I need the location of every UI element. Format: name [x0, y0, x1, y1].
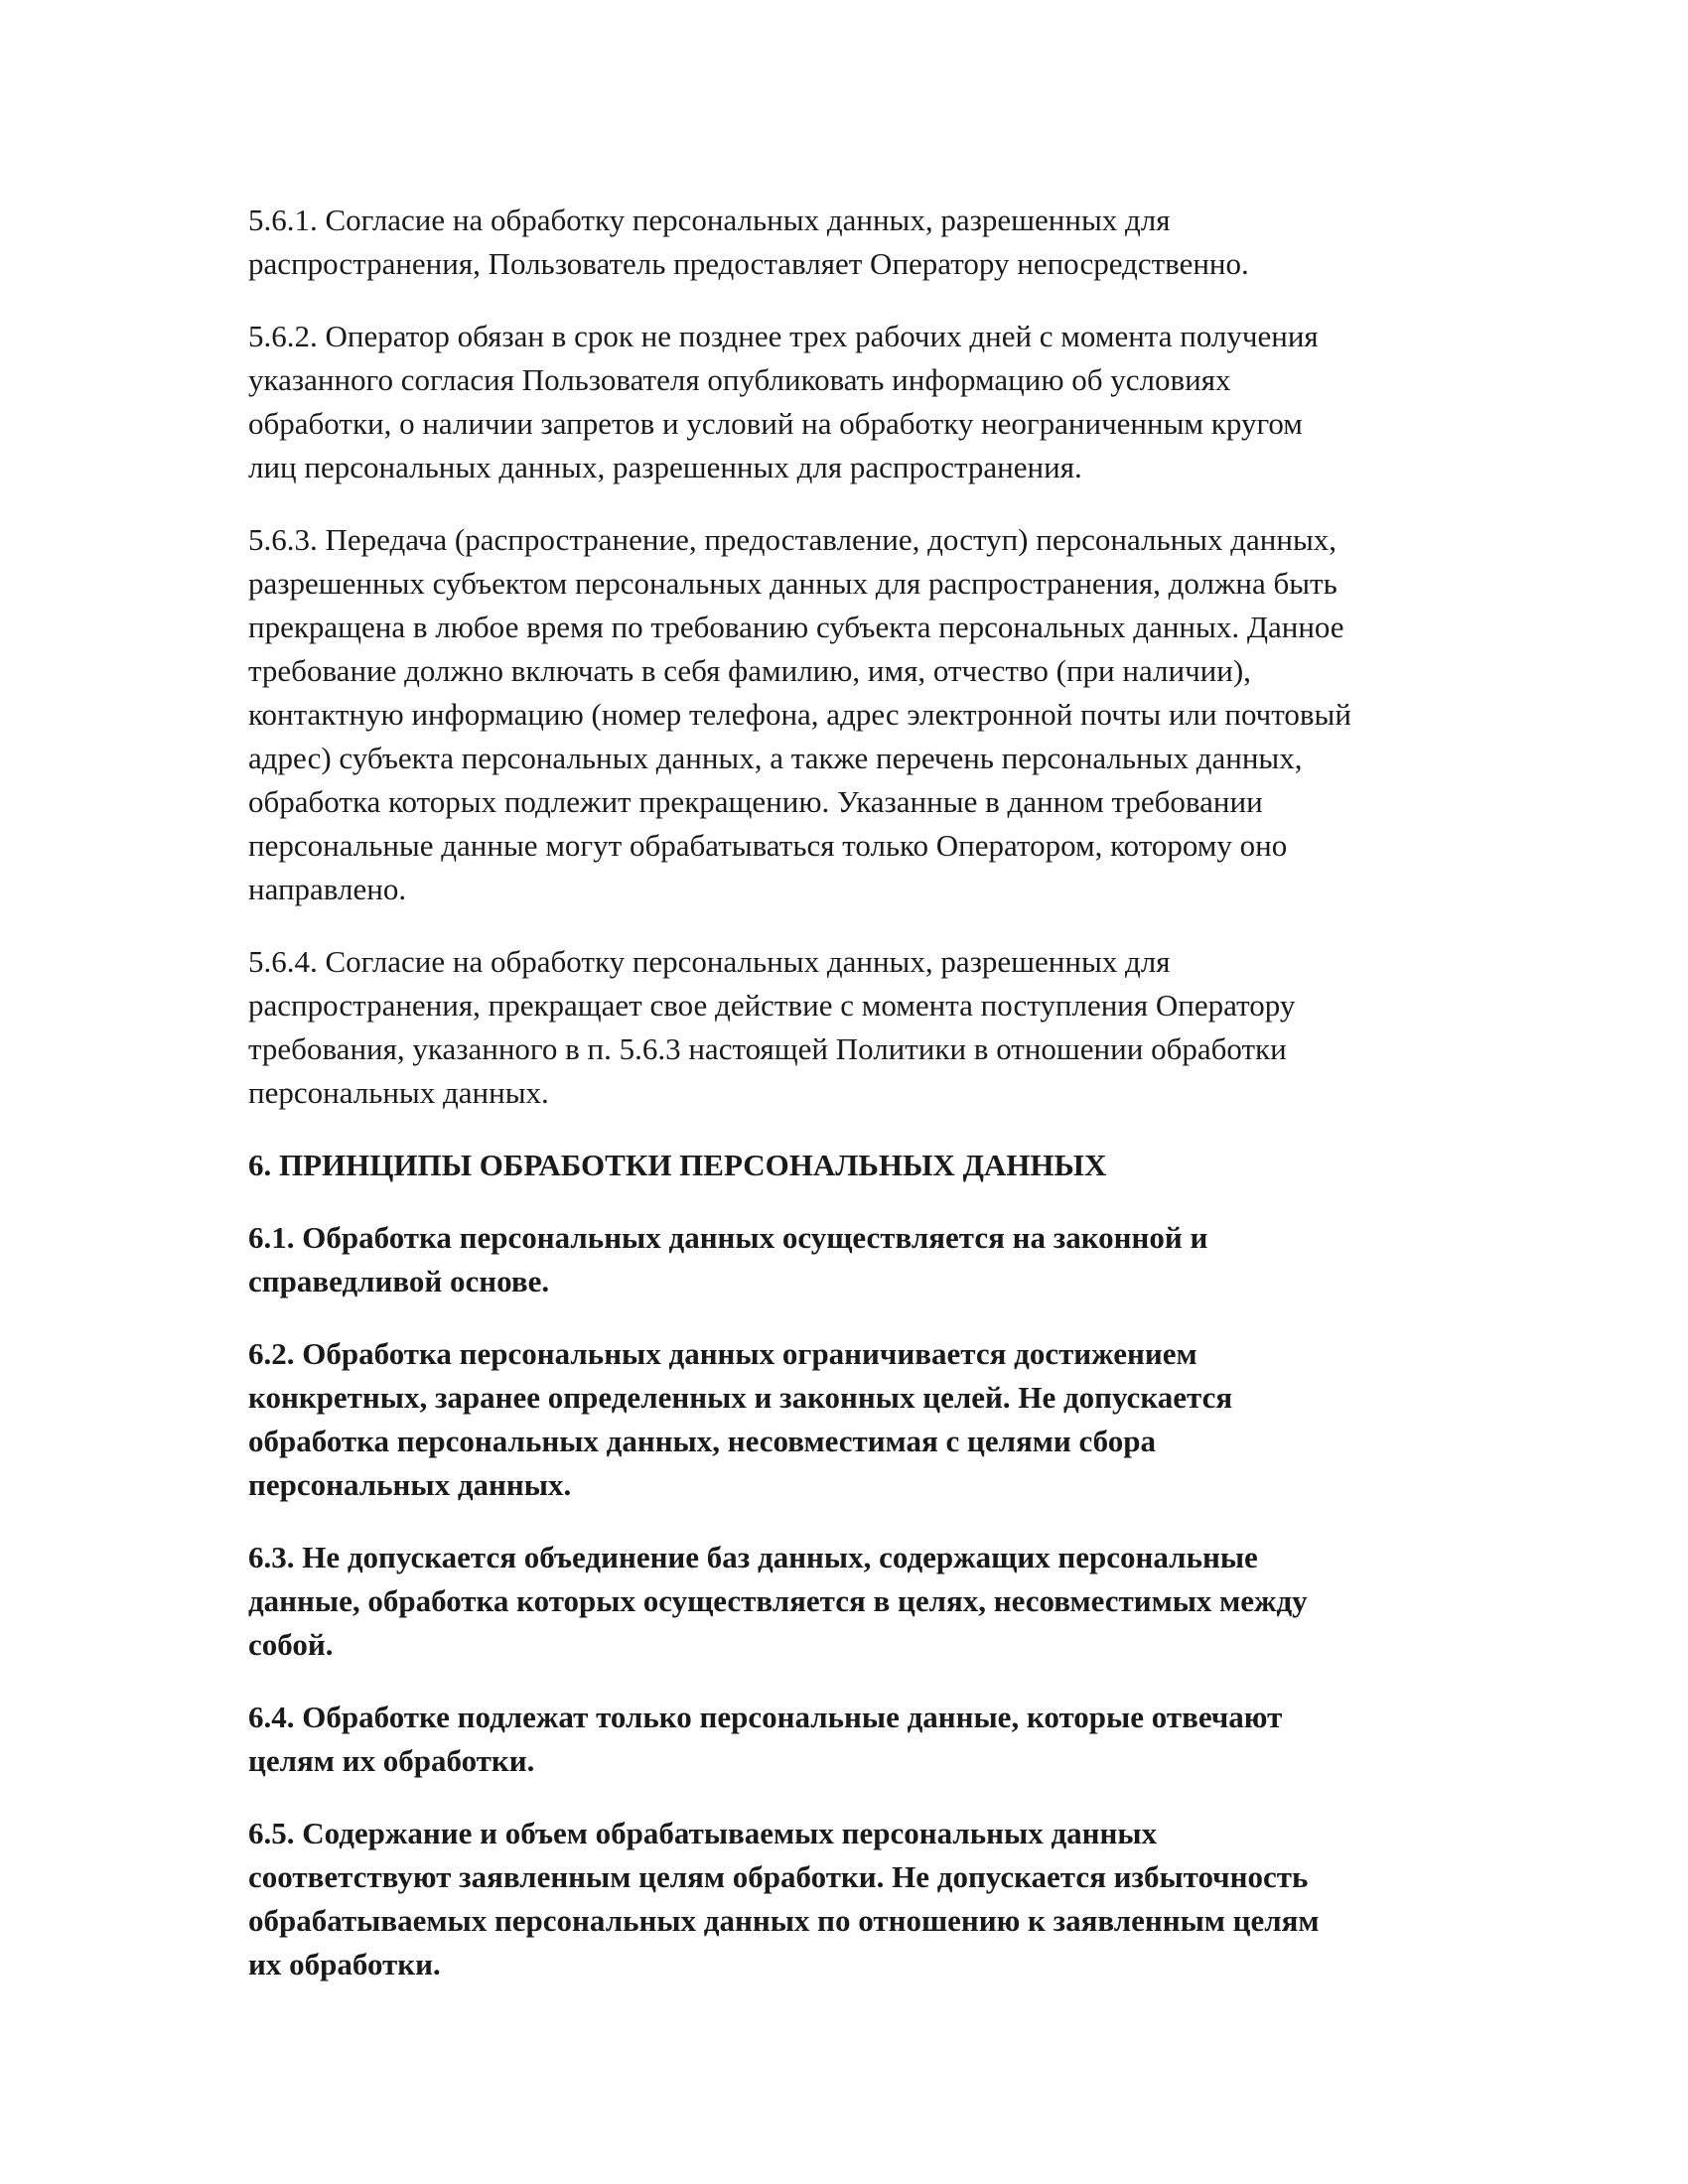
paragraph-5-6-2: 5.6.2. Оператор обязан в срок не позднее трех рабочих дней с момента получения указанного согласия Пользователя опубликовать информацию об условиях обработки, о наличии запретов и условий на обработку неограниченным кругом лиц персональных данных, разрешенных для распространения. [248, 319, 1319, 484]
principle-6-5: 6.5. Содержание и объем обрабатываемых персональных данных соответствуют заявленным целям обработки. Не допускается избыточность обрабатываемых персональных данных по отношению к заявленным целям их обработки. [248, 1816, 1320, 1981]
document-body [248, 199, 1440, 2015]
section-heading: 6. ПРИНЦИПЫ ОБРАБОТКИ ПЕРСОНАЛЬНЫХ ДАННЫХ [248, 1148, 1107, 1182]
paragraph-5-6-3: 5.6.3. Передача (распространение, предоставление, доступ) персональных данных, разрешенных субъектом персональных данных для распространения, должна быть прекращена в любое время по требованию субъекта персональных данных. Данное требование должно включать в себя фамилию, имя, отчество (при наличии), контактную информацию (номер телефона, адрес электронной почты или почтовый адрес) субъекта персональных данных, а также перечень персональных данных, обработка которых подлежит прекращению. Указанные в данном требовании персональные данные могут обрабатываться только Оператором, которому оно направлено. [248, 522, 1351, 906]
principle-6-4: 6.4. Обработке подлежат только персональные данные, которые отвечают целям их обработки. [248, 1700, 1283, 1778]
paragraph-5-6-4: 5.6.4. Согласие на обработку персональных данных, разрешенных для распространения, прекращает свое действие с момента поступления Оператору требования, указанного в п. 5.6.3 настоящей Политики в отношении обработки персональных данных. [248, 944, 1296, 1110]
principle-6-1: 6.1. Обработка персональных данных осуществляется на законной и справедливой основе. [248, 1220, 1208, 1298]
paragraph-5-6-1: 5.6.1. Согласие на обработку персональных данных, разрешенных для распространения, Пользователь предоставляет Оператору непосредственно. [248, 203, 1249, 281]
principle-6-3: 6.3. Не допускается объединение баз данных, содержащих персональные данные, обработка которых осуществляется в целях, несовместимых между собой. [248, 1540, 1308, 1662]
principle-6-2: 6.2. Обработка персональных данных ограничивается достижением конкретных, заранее определенных и законных целей. Не допускается обработка персональных данных, несовместимая с целями сбора персональных данных. [248, 1336, 1233, 1502]
